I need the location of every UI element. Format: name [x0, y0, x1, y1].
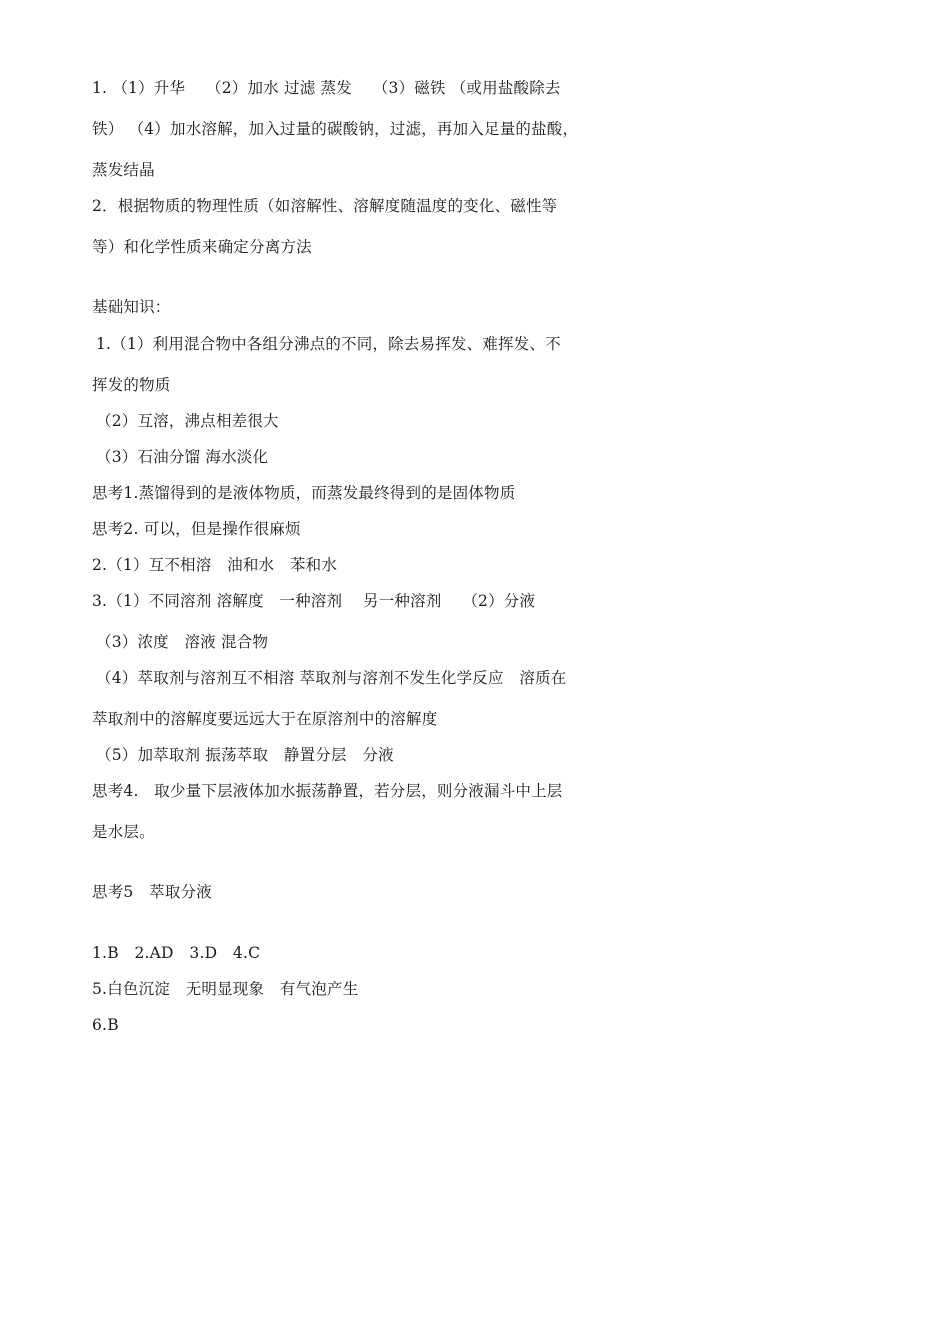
answer-line-18: （5）加萃取剂 振荡萃取 静置分层 分液 — [96, 746, 394, 764]
answer-line-19: 思考4. 取少量下层液体加水振荡静置，若分层，则分液漏斗中上层 — [92, 782, 563, 800]
answer-line-1: 1. （1）升华 （2）加水 过滤 蒸发 （3）磁铁 （或用盐酸除去 — [92, 79, 561, 97]
answer-line-24: 6.B — [92, 1016, 119, 1034]
answer-line-10: （3）石油分馏 海水淡化 — [96, 448, 269, 466]
answer-line-15: （3）浓度 溶液 混合物 — [96, 633, 269, 651]
answer-line-11: 思考1.蒸馏得到的是液体物质，而蒸发最终得到的是固体物质 — [92, 484, 516, 502]
answer-line-20: 是水层。 — [92, 823, 155, 841]
answer-line-13: 2.（1）互不相溶 油和水 苯和水 — [92, 556, 338, 574]
answer-line-22: 1.B 2.AD 3.D 4.C — [92, 944, 261, 962]
answer-line-17: 萃取剂中的溶解度要远远大于在原溶剂中的溶解度 — [92, 710, 438, 728]
answer-line-16: （4）萃取剂与溶剂互不相溶 萃取剂与溶剂不发生化学反应 溶质在 — [96, 669, 567, 687]
answer-line-21: 思考5 萃取分液 — [92, 883, 212, 901]
answer-line-5: 等）和化学性质来确定分离方法 — [92, 238, 312, 256]
answer-line-12: 思考2. 可以，但是操作很麻烦 — [92, 520, 301, 538]
answer-line-8: 挥发的物质 — [92, 376, 171, 394]
answer-line-9: （2）互溶，沸点相差很大 — [96, 412, 279, 430]
section-heading: 基础知识： — [92, 298, 171, 316]
answer-line-23: 5.白色沉淀 无明显现象 有气泡产生 — [92, 980, 359, 998]
answer-line-2: 铁） （4）加水溶解，加入过量的碳酸钠，过滤，再加入足量的盐酸， — [92, 120, 579, 138]
answer-line-7: 1.（1）利用混合物中各组分沸点的不同，除去易挥发、难挥发、不 — [96, 335, 561, 353]
answer-line-14: 3.（1）不同溶剂 溶解度 一种溶剂 另一种溶剂 （2）分液 — [92, 592, 536, 610]
answer-line-4: 2．根据物质的物理性质（如溶解性、溶解度随温度的变化、磁性等 — [92, 197, 558, 215]
answer-line-3: 蒸发结晶 — [92, 161, 155, 179]
